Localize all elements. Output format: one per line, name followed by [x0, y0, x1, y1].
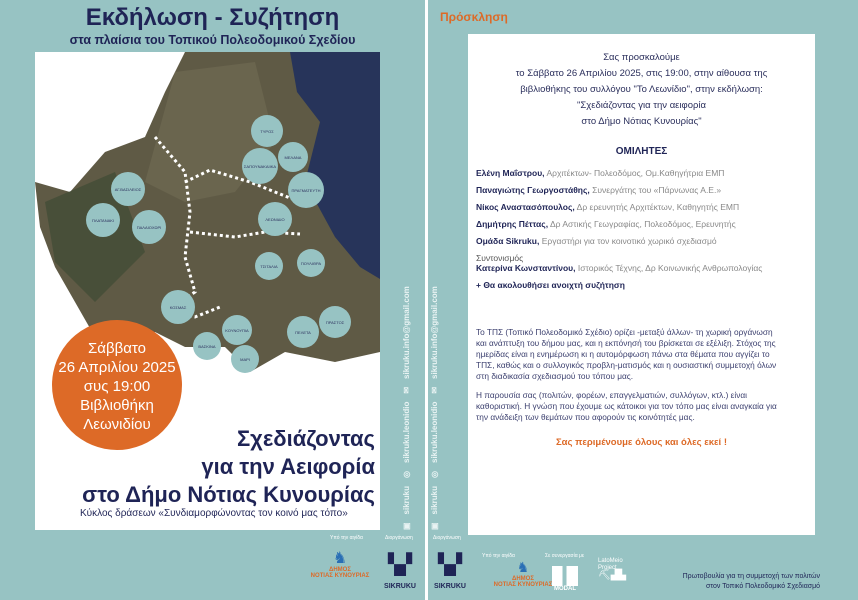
speaker-item [476, 219, 815, 229]
village-label: ΤΣΙΤΑΛΙΑ [260, 264, 278, 269]
dimos-logo [305, 548, 375, 579]
invite-line: βιβλιοθήκης του συλλόγου "Το Λεωνίδιο", στην εκδήλωση: [520, 84, 763, 95]
speaker-name: Νίκος Αναστασόπουλος, [476, 202, 575, 212]
speaker-item [476, 168, 815, 178]
lion-icon: ♞ [516, 560, 530, 576]
sikruku-logo: ▚▞ SIKRUKU [430, 545, 470, 590]
invite-text [468, 50, 815, 130]
village-label: ΣΑΠΟΥΝΑΚΑΙΙΚΑ [243, 164, 277, 169]
mail-icon: ✉ [430, 386, 439, 394]
speaker-name: Παναγιώτης Γεωργοστάθης, [476, 185, 590, 195]
logo-text: Project [598, 565, 617, 571]
email-link[interactable]: sikruku.info@gmail.com [402, 286, 411, 379]
headline-line: για την Αειφορία [201, 454, 375, 479]
speaker-role: Δρ Αστικής Γεωγραφίας, Πολεοδόμος, Ερευνητής [548, 219, 736, 229]
logo-text: LatoMeio [598, 558, 623, 564]
organizer-label: Διοργάνωση [433, 535, 461, 541]
logo-text: MODAL [554, 586, 576, 592]
auspices-label: Υπό την αιγίδα [482, 553, 515, 559]
speakers-title: ΟΜΙΛΗΤΕΣ [615, 146, 668, 157]
village-label: ΠΟΥΛΙΘΡΑ [300, 261, 322, 266]
village-label: ΠΕΛΕΤΑ [295, 330, 311, 335]
speaker-role: Συνεργάτης του «Πάρνωνας Α.Ε.» [589, 185, 722, 195]
facebook-icon: ▣ [402, 522, 411, 530]
speaker-name: Δημήτρης Πέττας, [476, 219, 549, 229]
village-label: ΑΓ.ΒΑΣΙΛΕΙΟΣ [114, 187, 142, 192]
speaker-role: Δρ ερευνητής Αρχιτέκτων, Καθηγητής ΕΜΠ [574, 202, 740, 212]
badge-date: 26 Απριλίου 2025 [58, 359, 176, 376]
village-label: ΚΟΥΝΟΥΠΙΑ [225, 328, 249, 333]
mail-icon: ✉ [402, 386, 411, 394]
email-link[interactable]: sikruku.info@gmail.com [430, 286, 439, 379]
paragraph-purpose: Το ΤΠΣ (Τοπικό Πολεοδομικό Σχέδιο) ορίζει -μεταξύ άλλων- τη χωρική οργάνωση και ανάπτυξη του δήμου μας, και η εκπόνησή του βρίσκεται σε εξέλιξη. Στόχος της ημερίδας είναι η ενημέρωση κι η αυτομόρφωση πάνω στα θέματα που αγγίζει το ΤΠΣ, καθώς και ο συλλογικός προβλη-ματισμός και η ουσιαστική συμμετοχή όλων στη διαδικασία σχεδιασμού του τόπου μας. [476, 327, 777, 381]
speaker-role: Εργαστήρι για τον κοινοτικό χωρικό σχεδιασμό [539, 236, 717, 246]
collab-label: Σε συνεργασία με [545, 553, 585, 559]
logo-text: ΔΗΜΟΣ [329, 567, 351, 573]
village-label: ΜΕΛΑΝΑ [284, 155, 302, 160]
coordinator-role: Ιστορικός Τέχνης, Δρ Κοινωνικής Ανθρωπολογίας [575, 263, 763, 273]
poster-front [0, 0, 425, 600]
closing-line: Σας περιμένουμε όλους και όλες εκεί ! [555, 437, 727, 448]
contact-strip-right [430, 286, 439, 530]
speaker-name: Ελένη Μαΐστρου, [476, 168, 545, 178]
village-label: ΚΟΣΜΑΣ [169, 305, 187, 310]
headline-line: στο Δήμο Νότιας Κυνουρίας [82, 482, 375, 507]
sikruku-logo: ▚▞ SIKRUKU [380, 545, 420, 590]
initiative-line: στον Τοπικό Πολεοδομικό Σχεδιασμό [706, 583, 820, 590]
village-label: ΠΡΑΣΤΟΣ [325, 320, 345, 325]
invite-line: "Σχεδιάζοντας για την αειφορία [577, 100, 706, 111]
contact-strip [402, 286, 411, 530]
coordinator-item [476, 263, 815, 273]
quarry-icon: ⛏▟▙ [598, 570, 627, 581]
facebook-handle[interactable]: sikruku [430, 485, 439, 515]
instagram-icon: ◎ [430, 470, 439, 478]
headline [82, 425, 375, 509]
initiative-caption [630, 572, 820, 592]
speaker-item [476, 185, 815, 195]
auspices-label: Υπό την αιγίδα [330, 535, 363, 541]
badge-time: συς 19:00 [83, 378, 151, 395]
facebook-handle[interactable]: sikruku [402, 485, 411, 515]
village-label: ΠΑΛΑΙΟΧΩΡΙ [136, 225, 162, 230]
village-label: ΒΑΣΚΙΝΑ [198, 344, 216, 349]
coordinator-name: Κατερίνα Κωνσταντίνου, [476, 263, 576, 273]
speaker-name: Ομάδα Sikruku, [476, 236, 540, 246]
initiative-line: Πρωτοβουλία για τη συμμετοχή των πολιτών [682, 573, 820, 580]
poster-subtitle: στα πλαίσια του Τοπικού Πολεοδομικού Σχεδίου [69, 33, 356, 47]
series-caption: Κύκλος δράσεων «Συνδιαμορφώνοντας τον κοινό μας τόπο» [80, 508, 348, 519]
paragraph-participation: Η παρουσία σας (πολιτών, φορέων, επαγγελματιών, συλλόγων, κτλ.) είναι καθοριστική. Η γνώση που έχουμε ως κάτοικοι για τον τόπο μας είναι αναγκαία για την ανάδειξη των θεμάτων που αφορούν τις κοινότητές μας. [476, 390, 777, 422]
badge-venue-town: Λεωνιδίου [83, 416, 151, 433]
logo-text: ΝΟΤΙΑΣ ΚΥΝΟΥΡΙΑΣ [493, 582, 553, 588]
village-label: ΛΕΩΝΙΔΙΟ [265, 217, 285, 222]
speaker-role: Αρχιτέκτων- Πολεοδόμος, Ομ.Καθηγήτρια ΕΜΠ [544, 168, 725, 178]
instagram-icon: ◎ [402, 470, 411, 478]
dimos-logo [488, 560, 558, 588]
badge-venue: Βιβλιοθήκη [80, 397, 154, 414]
discussion-note: + Θα ακολουθήσει ανοιχτή συζήτηση [476, 280, 625, 290]
invite-line: στο Δήμο Νότιας Κυνουρίας" [581, 116, 702, 127]
badge-day: Σάββατο [88, 340, 146, 357]
logo-text: ΔΗΜΟΣ [512, 576, 534, 582]
instagram-handle[interactable]: sikruku.leonidio [430, 401, 439, 463]
village-label: ΠΡΑΓΜΑΤΕΥΤΗ [291, 188, 321, 193]
invite-line: το Σάββατο 26 Απριλίου 2025, στις 19:00, στην αίθουσα της [515, 68, 768, 79]
village-label: ΠΛΑΤΑΝΑΚΙ [91, 218, 115, 223]
logo-text: ΝΟΤΙΑΣ ΚΥΝΟΥΡΙΑΣ [310, 573, 370, 579]
poster-title: Εκδήλωση - Συζήτηση [85, 4, 340, 31]
instagram-handle[interactable]: sikruku.leonidio [402, 401, 411, 463]
invitation-heading: Πρόσκληση [440, 10, 508, 24]
coordination-label: Συντονισμός [476, 253, 524, 263]
invite-line: Σας προσκαλούμε [603, 52, 680, 63]
invitation-body [468, 34, 815, 535]
village-label: ΜΑΡΙ [240, 357, 250, 362]
facebook-icon: ▣ [430, 522, 439, 530]
logo-text: SIKRUKU [434, 583, 466, 590]
speaker-item [476, 202, 815, 212]
latomeio-logo [598, 558, 626, 579]
headline-line: Σχεδιάζοντας [236, 426, 375, 451]
lion-icon: ♞ [332, 548, 348, 567]
modal-logo [552, 566, 578, 592]
village-label: ΤΥΡΟΣ [260, 129, 274, 134]
speaker-item [476, 236, 815, 246]
organizer-label: Διοργάνωση [385, 535, 413, 541]
logo-text: SIKRUKU [384, 583, 416, 590]
speakers-list [468, 160, 815, 290]
